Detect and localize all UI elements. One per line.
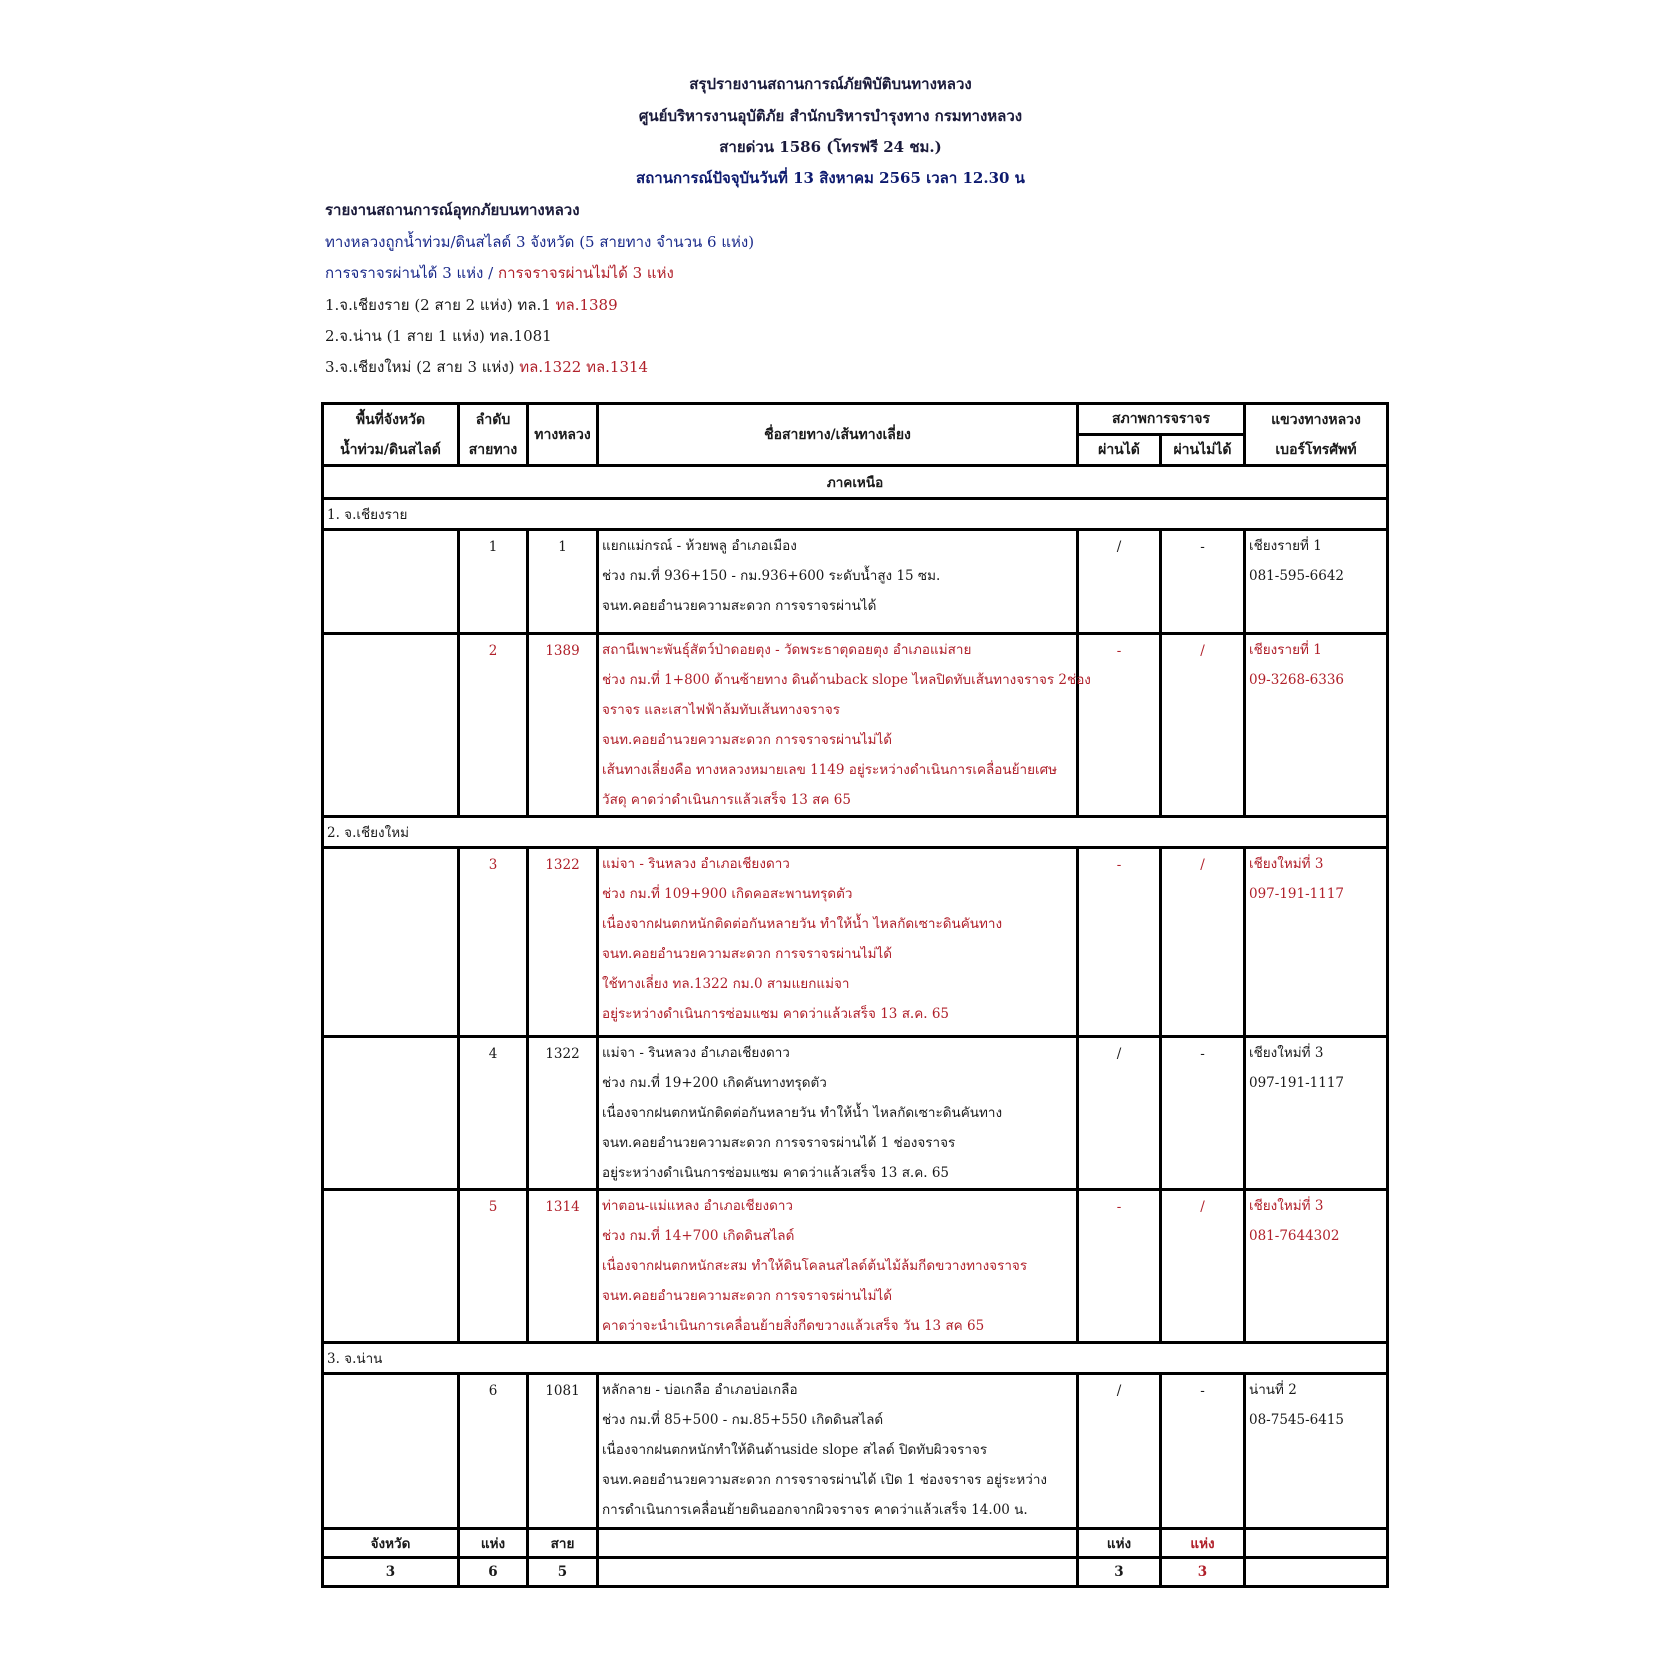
col-seq-l1: ลำดับ — [475, 411, 511, 428]
pass-cell: - — [1078, 634, 1161, 817]
table-row — [323, 634, 1388, 817]
route-line: ช่วง กม.ที่ 109+900 เกิดคอสะพานทรุดตัว — [602, 886, 853, 902]
footer-prov-value: 3 — [323, 1558, 459, 1587]
route-line: จนท.คอยอำนวยความสะดวก การจราจรผ่านได้ เปิด 1 ช่องจราจร อยู่ระหว่าง — [602, 1472, 1048, 1488]
region-row: ภาคเหนือ — [323, 466, 1388, 499]
incident-table — [321, 402, 1389, 1588]
route-line: จนท.คอยอำนวยความสะดวก การจราจรผ่านได้ — [602, 598, 877, 614]
seq-cell: 5 — [459, 1190, 528, 1343]
nopass-cell: / — [1161, 1190, 1245, 1343]
route-line: ใช้ทางเลี่ยง ทล.1322 กม.0 สามแยกแม่จา — [602, 976, 850, 992]
province-2-summary: 2.จ.น่าน (1 สาย 1 แห่ง) ทล.1081 — [325, 327, 552, 345]
table-row — [323, 848, 1388, 1037]
seq-cell: 3 — [459, 848, 528, 1037]
footer-blank — [598, 1529, 1078, 1558]
highway-cell: 1 — [528, 530, 598, 634]
table-row — [323, 1037, 1388, 1190]
area-cell — [323, 634, 459, 817]
district-name: เชียงรายที่ 1 — [1249, 642, 1322, 658]
table-row — [323, 1190, 1388, 1343]
route-line: หลักลาย - บ่อเกลือ อำเภอบ่อเกลือ — [602, 1382, 798, 1398]
route-line: แม่จา - รินหลวง อำเภอเชียงดาว — [602, 1045, 790, 1061]
route-cell — [598, 634, 1091, 817]
footer-places-value: 6 — [459, 1558, 528, 1587]
report-datetime: สถานการณ์ปัจจุบันวันที่ 13 สิงหาคม 2565 เวลา 12.30 น — [636, 169, 1025, 187]
route-line: ช่วง กม.ที่ 85+500 - กม.85+550 เกิดดินสไลด์ — [602, 1412, 884, 1428]
seq-cell: 6 — [459, 1374, 528, 1529]
traffic-summary — [325, 261, 674, 285]
province-1-summary — [325, 293, 618, 317]
footer-nopass-label: แห่ง — [1161, 1529, 1245, 1558]
nopass-cell: - — [1161, 1374, 1245, 1529]
route-line: สถานีเพาะพันธุ์สัตว์ป่าดอยตุง - วัดพระธาตุดอยตุง อำเภอแม่สาย — [602, 642, 972, 658]
col-area-l1: พื้นที่จังหวัด — [355, 411, 426, 428]
route-cell — [598, 848, 1078, 1037]
seq-cell: 2 — [459, 634, 528, 817]
province-row: 2. จ.เชียงใหม่ — [323, 817, 1388, 848]
nopass-cell: - — [1161, 530, 1245, 634]
area-cell — [323, 848, 459, 1037]
nopass-cell: - — [1161, 1037, 1245, 1190]
district-phone: 09-3268-6336 — [1249, 672, 1345, 688]
col-seq-l2: สายทาง — [468, 441, 518, 458]
district-cell — [1245, 848, 1388, 1037]
route-line: จนท.คอยอำนวยความสะดวก การจราจรผ่านไม่ได้ — [602, 946, 893, 962]
route-line: เนื่องจากฝนตกหนักติดต่อกันหลายวัน ทำให้น้ำ ไหลกัดเซาะดินคันทาง — [602, 916, 1003, 932]
district-cell — [1245, 1374, 1388, 1529]
impassable-count: การจราจรผ่านไม่ได้ 3 แห่ง — [497, 264, 674, 282]
highway-cell: 1389 — [528, 634, 598, 817]
province-3-summary — [325, 355, 648, 379]
province-1-red-highway: ทล.1389 — [555, 296, 618, 314]
highway-cell: 1322 — [528, 848, 598, 1037]
footer-blank-2 — [1245, 1529, 1388, 1558]
route-line: แยกแม่กรณ์ - ห้วยพลู อำเภอเมือง — [602, 538, 797, 554]
col-pass: ผ่านได้ — [1078, 435, 1161, 466]
route-cell — [598, 1374, 1078, 1529]
district-name: น่านที่ 2 — [1249, 1382, 1297, 1398]
seq-cell: 4 — [459, 1037, 528, 1190]
footer-routes-value: 5 — [528, 1558, 598, 1587]
pass-cell: - — [1078, 1190, 1161, 1343]
highway-cell: 1314 — [528, 1190, 598, 1343]
report-hotline: สายด่วน 1586 (โทรฟรี 24 ชม.) — [719, 138, 942, 156]
table-row — [323, 1374, 1388, 1529]
route-cell — [598, 1190, 1078, 1343]
province-3-text: 3.จ.เชียงใหม่ (2 สาย 3 แห่ง) — [325, 358, 520, 376]
area-cell — [323, 1374, 459, 1529]
route-line: ช่วง กม.ที่ 936+150 - กม.936+600 ระดับน้ำสูง 15 ซม. — [602, 568, 941, 584]
province-1-text: 1.จ.เชียงราย (2 สาย 2 แห่ง) ทล.1 — [325, 296, 556, 314]
district-cell — [1245, 634, 1388, 817]
district-cell — [1245, 1037, 1388, 1190]
seq-cell: 1 — [459, 530, 528, 634]
footer-blank-4 — [1245, 1558, 1388, 1587]
province-row: 1. จ.เชียงราย — [323, 499, 1388, 530]
route-line: คาดว่าจะนำเนินการเคลื่อนย้ายสิ่งกีดขวางแล้วเสร็จ วัน 13 สค 65 — [602, 1318, 985, 1334]
nopass-cell: / — [1161, 634, 1245, 817]
route-line: วัสดุ คาดว่าดำเนินการแล้วเสร็จ 13 สค 65 — [602, 792, 851, 808]
report-agency: ศูนย์บริหารงานอุบัติภัย สำนักบริหารบำรุงทาง กรมทางหลวง — [638, 107, 1023, 125]
col-area-l2: น้ำท่วม/ดินสไลด์ — [340, 441, 441, 458]
route-line: จนท.คอยอำนวยความสะดวก การจราจรผ่านไม่ได้ — [602, 1288, 893, 1304]
area-cell — [323, 1190, 459, 1343]
footer-nopass-value: 3 — [1161, 1558, 1245, 1587]
province-3-red-highways: ทล.1322 ทล.1314 — [519, 358, 649, 376]
footer-routes-label: สาย — [528, 1529, 598, 1558]
col-district-l2: เบอร์โทรศัพท์ — [1275, 441, 1357, 458]
route-line: จนท.คอยอำนวยความสะดวก การจราจรผ่านได้ 1 ช่องจราจร — [602, 1135, 956, 1151]
passable-count: การจราจรผ่านได้ 3 แห่ง / — [325, 264, 498, 282]
highway-cell: 1322 — [528, 1037, 598, 1190]
footer-places-label: แห่ง — [459, 1529, 528, 1558]
nopass-cell: / — [1161, 848, 1245, 1037]
province-row: 3. จ.น่าน — [323, 1343, 1388, 1374]
col-traffic: สภาพการจราจร — [1078, 404, 1245, 435]
footer-pass-label: แห่ง — [1078, 1529, 1161, 1558]
route-line: การดำเนินการเคลื่อนย้ายดินออกจากผิวจราจร คาดว่าแล้วเสร็จ 14.00 น. — [602, 1502, 1028, 1518]
col-district-l1: แขวงทางหลวง — [1271, 411, 1361, 428]
pass-cell: / — [1078, 530, 1161, 634]
route-line: ช่วง กม.ที่ 1+800 ด้านซ้ายทาง ดินด้านback slope ไหลปิดทับเส้นทางจราจร 2ช่อง — [602, 672, 1091, 688]
col-route: ชื่อสายทาง/เส้นทางเลี่ยง — [598, 404, 1078, 466]
route-line: ท่าตอน-แม่แหลง อำเภอเชียงดาว — [602, 1198, 794, 1214]
section-title: รายงานสถานการณ์อุทกภัยบนทางหลวง — [325, 201, 580, 219]
district-phone: 097-191-1117 — [1249, 1075, 1345, 1091]
route-line: เนื่องจากฝนตกหนักทำให้ดินด้านside slope สไลด์ ปิดทับผิวจราจร — [602, 1442, 988, 1458]
route-line: อยู่ระหว่างดำเนินการซ่อมแซม คาดว่าแล้วเสร็จ 13 ส.ค. 65 — [602, 1165, 950, 1181]
district-phone: 081-595-6642 — [1249, 568, 1345, 584]
route-line: เส้นทางเลี่ยงคือ ทางหลวงหมายเลข 1149 อยู่ระหว่างดำเนินการเคลื่อนย้ายเศษ — [602, 762, 1058, 778]
district-name: เชียงรายที่ 1 — [1249, 538, 1322, 554]
area-cell — [323, 1037, 459, 1190]
col-district — [1245, 404, 1388, 466]
col-highway: ทางหลวง — [528, 404, 598, 466]
pass-cell: / — [1078, 1037, 1161, 1190]
district-phone: 08-7545-6415 — [1249, 1412, 1345, 1428]
col-seq — [459, 404, 528, 466]
pass-cell: - — [1078, 848, 1161, 1037]
route-line: แม่จา - รินหลวง อำเภอเชียงดาว — [602, 856, 790, 872]
summary-line: ทางหลวงถูกน้ำท่วม/ดินสไลด์ 3 จังหวัด (5 สายทาง จำนวน 6 แห่ง) — [325, 233, 755, 251]
table-row — [323, 530, 1388, 634]
route-line: ช่วง กม.ที่ 14+700 เกิดดินสไลด์ — [602, 1228, 795, 1244]
footer-pass-value: 3 — [1078, 1558, 1161, 1587]
district-phone: 081-7644302 — [1249, 1228, 1340, 1244]
route-line: เนื่องจากฝนตกหนักสะสม ทำให้ดินโคลนสไลด์ต้นไม้ล้มกีดขวางทางจราจร — [602, 1258, 1028, 1274]
route-cell — [598, 1037, 1078, 1190]
route-line: จราจร และเสาไฟฟ้าล้มทับเส้นทางจราจร — [602, 702, 841, 718]
report-title: สรุปรายงานสถานการณ์ภัยพิบัติบนทางหลวง — [689, 75, 972, 93]
footer-prov-label: จังหวัด — [323, 1529, 459, 1558]
route-cell — [598, 530, 1078, 634]
area-cell — [323, 530, 459, 634]
pass-cell: / — [1078, 1374, 1161, 1529]
district-cell — [1245, 530, 1388, 634]
col-nopass: ผ่านไม่ได้ — [1161, 435, 1245, 466]
route-line: เนื่องจากฝนตกหนักติดต่อกันหลายวัน ทำให้น้ำ ไหลกัดเซาะดินคันทาง — [602, 1105, 1003, 1121]
route-line: อยู่ระหว่างดำเนินการซ่อมแซม คาดว่าแล้วเสร็จ 13 ส.ค. 65 — [602, 1006, 950, 1022]
highway-cell: 1081 — [528, 1374, 598, 1529]
district-cell — [1245, 1190, 1388, 1343]
district-name: เชียงใหม่ที่ 3 — [1249, 1198, 1324, 1214]
district-name: เชียงใหม่ที่ 3 — [1249, 856, 1324, 872]
route-line: จนท.คอยอำนวยความสะดวก การจราจรผ่านไม่ได้ — [602, 732, 893, 748]
district-name: เชียงใหม่ที่ 3 — [1249, 1045, 1324, 1061]
col-area — [323, 404, 459, 466]
district-phone: 097-191-1117 — [1249, 886, 1345, 902]
footer-blank-3 — [598, 1558, 1078, 1587]
route-line: ช่วง กม.ที่ 19+200 เกิดคันทางทรุดตัว — [602, 1075, 827, 1091]
